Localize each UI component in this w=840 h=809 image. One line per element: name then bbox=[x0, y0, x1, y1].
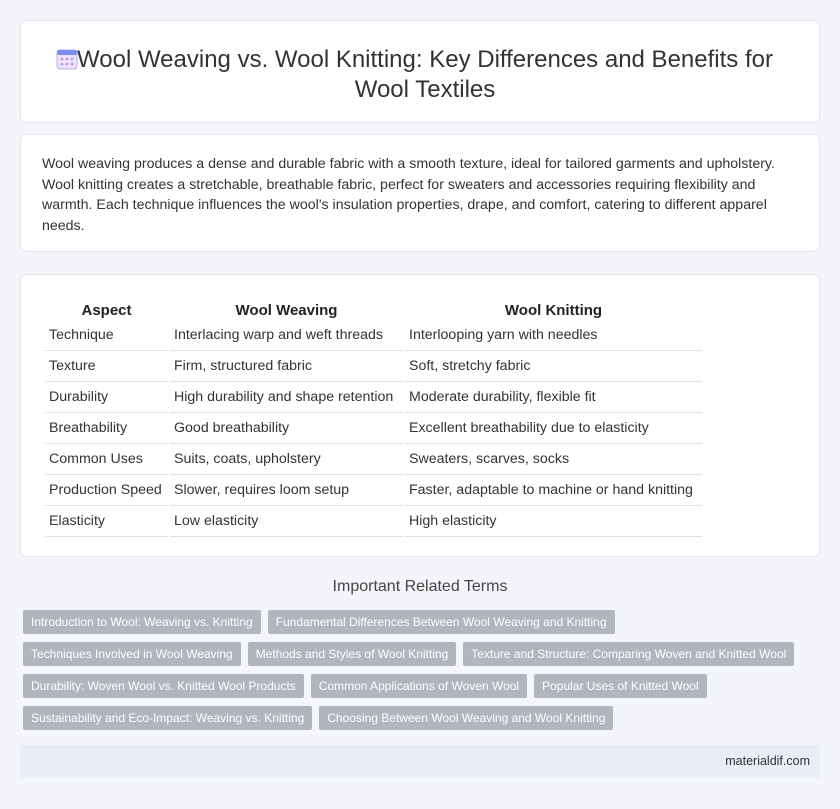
comparison-table bbox=[43, 296, 704, 537]
table-cell-aspect: Elasticity bbox=[45, 506, 168, 537]
related-tag[interactable]: Texture and Structure: Comparing Woven and Knitted Wool bbox=[463, 642, 794, 666]
table-cell-weaving: Low elasticity bbox=[170, 506, 403, 537]
tag-row bbox=[23, 642, 794, 666]
table-cell-aspect: Technique bbox=[45, 320, 168, 351]
table-cell-weaving: Firm, structured fabric bbox=[170, 351, 403, 382]
related-tag[interactable]: Introduction to Wool: Weaving vs. Knitting bbox=[23, 610, 261, 634]
table-cell-aspect: Production Speed bbox=[45, 475, 168, 506]
table-cell-weaving: Slower, requires loom setup bbox=[170, 475, 403, 506]
tag-row bbox=[23, 706, 613, 730]
footer bbox=[20, 745, 820, 778]
table-header-row bbox=[45, 296, 702, 320]
related-tag[interactable]: Durability: Woven Wool vs. Knitted Wool Products bbox=[23, 674, 304, 698]
related-terms-title: Important Related Terms bbox=[332, 578, 508, 595]
table-row bbox=[45, 413, 702, 444]
related-tag[interactable]: Techniques Involved in Wool Weaving bbox=[23, 642, 241, 666]
related-tag[interactable]: Sustainability and Eco-Impact: Weaving vs. Knitting bbox=[23, 706, 312, 730]
table-cell-aspect: Common Uses bbox=[45, 444, 168, 475]
table-row bbox=[45, 506, 702, 537]
table-cell-knitting: High elasticity bbox=[405, 506, 702, 537]
table-cell-weaving: Suits, coats, upholstery bbox=[170, 444, 403, 475]
table-cell-knitting: Excellent breathability due to elasticity bbox=[405, 413, 702, 444]
page-title: Wool Weaving vs. Wool Knitting: Key Differences and Benefits for Wool Textiles bbox=[77, 46, 773, 103]
table-cell-knitting: Soft, stretchy fabric bbox=[405, 351, 702, 382]
related-tag[interactable]: Common Applications of Woven Wool bbox=[311, 674, 527, 698]
table-cell-weaving: Interlacing warp and weft threads bbox=[170, 320, 403, 351]
table-row bbox=[45, 382, 702, 413]
intro-card bbox=[20, 134, 820, 252]
table-row bbox=[45, 444, 702, 475]
table-row bbox=[45, 351, 702, 382]
header-wool-weaving: Wool Weaving bbox=[235, 302, 338, 319]
related-tag[interactable]: Fundamental Differences Between Wool Weaving and Knitting bbox=[268, 610, 615, 634]
table-cell-knitting: Faster, adaptable to machine or hand knitting bbox=[405, 475, 702, 506]
table-cell-aspect: Texture bbox=[45, 351, 168, 382]
header-card bbox=[20, 20, 820, 123]
table-cell-aspect: Durability bbox=[45, 382, 168, 413]
table-cell-knitting: Sweaters, scarves, socks bbox=[405, 444, 702, 475]
related-tag[interactable]: Choosing Between Wool Weaving and Wool Knitting bbox=[319, 706, 613, 730]
intro-paragraph: Wool weaving produces a dense and durable fabric with a smooth texture, ideal for tailored garments and upholstery. Wool knitting creates a stretchable, breathable fabric, perfect for sweaters and accessories requiring flexibility and warmth. Each technique influences the wool's insulation properties, drape, and comfort, catering to different apparel needs. bbox=[42, 156, 775, 234]
header-aspect: Aspect bbox=[81, 302, 132, 319]
table-cell-knitting: Moderate durability, flexible fit bbox=[405, 382, 702, 413]
related-tag[interactable]: Popular Uses of Knitted Wool bbox=[534, 674, 707, 698]
tag-row bbox=[23, 610, 615, 634]
footer-site-link[interactable]: materialdif.com bbox=[725, 754, 810, 768]
table-row bbox=[45, 475, 702, 506]
header-wool-knitting: Wool Knitting bbox=[504, 302, 603, 319]
table-cell-weaving: High durability and shape retention bbox=[170, 382, 403, 413]
tag-row bbox=[23, 674, 707, 698]
related-tag[interactable]: Methods and Styles of Wool Knitting bbox=[248, 642, 457, 666]
table-row bbox=[45, 320, 702, 351]
table-cell-aspect: Breathability bbox=[45, 413, 168, 444]
comparison-card bbox=[20, 274, 820, 557]
table-cell-weaving: Good breathability bbox=[170, 413, 403, 444]
table-cell-knitting: Interlooping yarn with needles bbox=[405, 320, 702, 351]
